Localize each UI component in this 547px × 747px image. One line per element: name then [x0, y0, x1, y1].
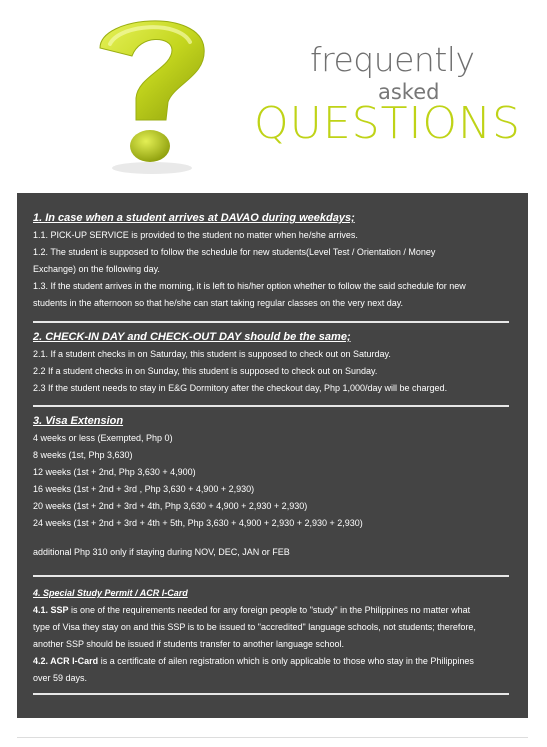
faq-section-2	[33, 330, 513, 397]
faq-header	[0, 0, 547, 185]
section-line: 2.3 If the student needs to stay in E&G Dormitory after the checkout day, Php 1,000/day will be charged.	[33, 383, 448, 393]
section-title: 3. Visa Extension	[33, 415, 124, 427]
section-line: 2.1. If a student checks in on Saturday, this student is supposed to check out on Saturday.	[33, 349, 391, 359]
section-line: 8 weeks (1st, Php 3,630)	[33, 450, 133, 460]
question-mark-icon	[82, 6, 222, 178]
section-note: additional Php 310 only if staying during NOV, DEC, JAN or FEB	[33, 547, 290, 557]
section-line: Exchange) on the following day.	[33, 264, 160, 274]
section-divider	[33, 693, 509, 695]
section-line: another SSP should be issued if students transfer to another language school.	[33, 639, 345, 649]
ssp-text: is one of the requirements needed for any foreign people to "study" in the Philippines no matter what	[68, 605, 471, 615]
section-line: 4 weeks or less (Exempted, Php 0)	[33, 433, 173, 443]
section-line: type of Visa they stay on and this SSP is to be issued to "accredited" language schools, not students; therefore,	[33, 622, 476, 632]
section-line: 20 weeks (1st + 2nd + 3rd + 4th, Php 3,630 + 4,900 + 2,930 + 2,930)	[33, 501, 308, 511]
section-divider	[33, 575, 509, 577]
section-line: 2.2 If a student checks in on Sunday, this student is supposed to check out on Sunday.	[33, 366, 378, 376]
faq-panel	[17, 193, 528, 718]
section-line: 1.2. The student is supposed to follow the schedule for new students(Level Test / Orientation / Money	[33, 247, 436, 257]
section-title: 2. CHECK-IN DAY and CHECK-OUT DAY should be the same;	[33, 331, 351, 343]
faq-section-3	[33, 414, 513, 561]
section-line: 16 weeks (1st + 2nd + 3rd , Php 3,630 + 4,900 + 2,930)	[33, 484, 255, 494]
section-line: 12 weeks (1st + 2nd, Php 3,630 + 4,900)	[33, 467, 196, 477]
section-divider	[33, 321, 509, 323]
section-title: 4. Special Study Permit / ACR I-Card	[33, 588, 188, 598]
section-line: students in the afternoon so that he/she can start taking regular classes on the very next day.	[33, 298, 404, 308]
faq-section-4	[33, 586, 513, 687]
section-line: 24 weeks (1st + 2nd + 3rd + 4th + 5th, Php 3,630 + 4,900 + 2,930 + 2,930 + 2,930)	[33, 518, 363, 528]
title-asked: asked	[378, 80, 440, 104]
section-line	[33, 653, 513, 670]
section-line: over 59 days.	[33, 673, 88, 683]
section-line	[33, 602, 513, 619]
section-title: 1. In case when a student arrives at DAVAO during weekdays;	[33, 212, 355, 224]
title-questions: QUESTIONS	[254, 98, 521, 149]
footer-divider	[17, 737, 528, 738]
section-divider	[33, 405, 509, 407]
section-line: 1.1. PICK-UP SERVICE is provided to the student no matter when he/she arrives.	[33, 230, 358, 240]
section-line: 1.3. If the student arrives in the morning, it is left to his/her option whether to follow the said schedule for new	[33, 281, 466, 291]
acr-text: is a certificate of ailen registration which is only applicable to those who stay in the Philippines	[98, 656, 474, 666]
faq-section-1	[33, 211, 513, 312]
ssp-lead: 4.1. SSP	[33, 605, 69, 615]
title-frequently: frequently	[310, 40, 475, 79]
acr-lead: 4.2. ACR I-Card	[33, 656, 99, 666]
